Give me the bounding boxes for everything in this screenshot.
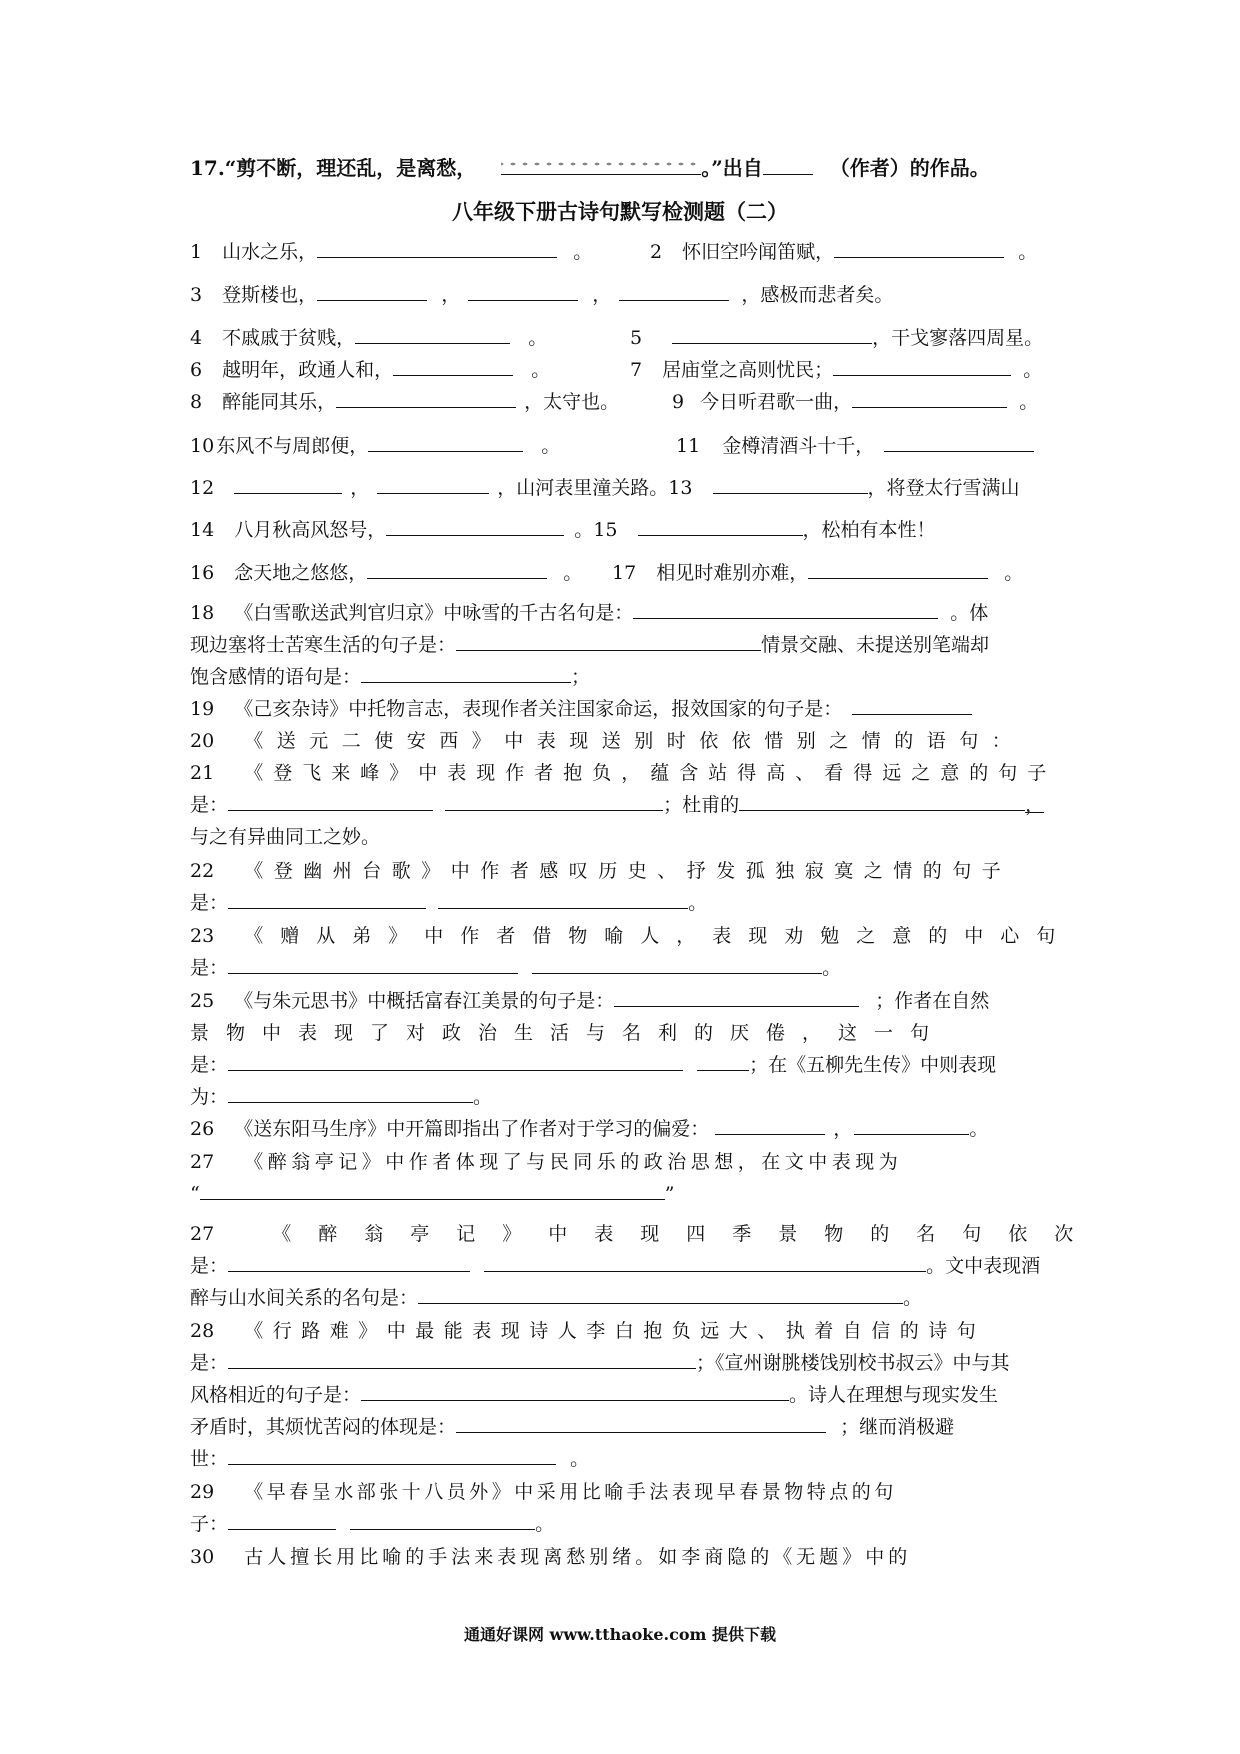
answer-blank[interactable] [228, 1053, 683, 1071]
question-text: 醉与山水间关系的名句是： [190, 1287, 419, 1309]
question-text: 。 [528, 327, 548, 349]
question-text: ， [1025, 794, 1045, 816]
answer-blank[interactable] [350, 1512, 535, 1530]
answer-blank[interactable] [834, 240, 1004, 258]
question-text: 山水之乐， [222, 241, 318, 263]
question-29 [190, 1480, 1050, 1504]
question-18-line2 [190, 633, 1050, 657]
question-text: 是： [190, 794, 229, 816]
question-text: 风格相近的句子是： [190, 1384, 362, 1406]
answer-blank[interactable] [228, 1512, 336, 1530]
question-text: 金樽清酒斗十千， [722, 435, 875, 457]
question-text: 《己亥杂诗》中托物言志，表现作者关注国家命运，报效国家的句子是： [234, 698, 843, 720]
question-number: 17 [612, 562, 637, 584]
question-number: 19 [190, 698, 215, 720]
question-text: 。 [1004, 562, 1024, 584]
question-text: 八月秋高风怒号， [234, 519, 387, 541]
question-23-line2 [190, 956, 1050, 980]
question-number: 14 [190, 519, 215, 541]
answer-blank[interactable] [393, 358, 513, 376]
answer-blank[interactable] [438, 891, 688, 909]
question-number: 22 [190, 860, 215, 882]
answer-blank[interactable] [228, 1447, 556, 1465]
question-number: 8 [190, 391, 203, 413]
answer-blank[interactable] [200, 1182, 665, 1200]
question-text: ；在《五柳先生传》中则表现 [749, 1054, 997, 1076]
answer-blank[interactable] [852, 390, 1007, 408]
question-18 [190, 601, 1050, 625]
question-21-line3 [190, 825, 1050, 849]
header-question [190, 156, 1050, 180]
question-row [190, 283, 1050, 307]
question-number: 25 [190, 990, 215, 1012]
question-text: 是： [190, 957, 229, 979]
question-text: 。文中表现酒 [926, 1255, 1041, 1277]
answer-blank[interactable] [715, 1117, 825, 1135]
answer-blank[interactable] [854, 1117, 969, 1135]
question-30 [190, 1545, 1050, 1569]
answer-blank[interactable] [672, 326, 872, 344]
question-number: 18 [190, 602, 215, 624]
question-number: 30 [190, 1546, 215, 1568]
answer-blank[interactable] [532, 956, 822, 974]
question-text: ；作者在自然 [875, 990, 990, 1012]
question-text: ， [350, 477, 370, 499]
question-number: 5 [630, 327, 643, 349]
answer-blank[interactable] [228, 891, 426, 909]
question-text: ，将登太行雪满山 [867, 477, 1020, 499]
answer-blank[interactable] [368, 434, 523, 452]
question-row [612, 561, 1052, 585]
answer-blank[interactable] [619, 283, 729, 301]
answer-blank[interactable] [361, 1383, 789, 1401]
answer-blank[interactable] [228, 793, 433, 811]
question-number: 2 [650, 241, 663, 263]
question-number: 15 [593, 519, 618, 541]
answer-blank[interactable] [697, 1053, 749, 1071]
question-number: 1 [190, 241, 203, 263]
question-20 [190, 729, 1050, 753]
question-number: 17. [190, 156, 225, 180]
question-text: ；《宣州谢朓楼饯别校书叔云》中与其 [696, 1352, 1010, 1374]
answer-blank[interactable] [228, 1085, 473, 1103]
question-text: 。”出自 [701, 156, 763, 180]
question-text: 《送元二使安西》中表现送别时依依惜别之情的语句： [244, 730, 1025, 752]
answer-blank[interactable] [418, 1286, 903, 1304]
question-text: 怀旧空吟闻笛赋， [682, 241, 835, 263]
question-number: 29 [190, 1481, 215, 1503]
question-text: 。 [570, 1448, 590, 1470]
answer-blank[interactable] [355, 326, 510, 344]
answer-blank[interactable] [713, 476, 868, 494]
question-text: ，干戈寥落四周星。 [872, 327, 1044, 349]
answer-blank[interactable] [377, 476, 489, 494]
question-number: 4 [190, 327, 203, 349]
question-number: 26 [190, 1118, 215, 1140]
page-footer: 通通好课网 www.tthaoke.com 提供下载 [463, 1625, 777, 1644]
question-text: 。 [563, 562, 583, 584]
question-text: 东风不与周郎便， [216, 435, 369, 457]
question-25-line4 [190, 1085, 1050, 1109]
question-text: ， [592, 284, 612, 306]
question-text: 。 [473, 1086, 493, 1108]
answer-blank[interactable] [456, 633, 761, 651]
question-text: 登斯楼也， [222, 284, 318, 306]
question-text: ， [833, 1118, 853, 1140]
answer-blank[interactable] [808, 561, 988, 579]
question-text: 越明年，政通人和， [222, 359, 394, 381]
answer-blank[interactable] [833, 358, 1011, 376]
question-text: 。 [531, 359, 551, 381]
question-number: 7 [630, 359, 643, 381]
question-text: 。 [574, 519, 594, 541]
answer-blank[interactable] [367, 561, 547, 579]
question-text: 《登飞来峰》中表现作者抱负，蕴含站得高、看得远之意的句子 [244, 762, 1057, 784]
question-27b-line2 [190, 1254, 1050, 1278]
question-25-line2 [190, 1021, 1050, 1045]
question-27a-line2 [190, 1182, 1050, 1206]
question-18-line3 [190, 665, 1050, 689]
question-text: 是： [190, 1255, 229, 1277]
question-text: 古人擅长用比喻的手法来表现离愁别绪。如李商隐的《无题》中的 [244, 1546, 912, 1568]
answer-blank[interactable] [614, 989, 859, 1007]
answer-blank[interactable] [456, 1415, 826, 1433]
answer-blank[interactable] [317, 283, 427, 301]
question-text: 。 [1018, 241, 1038, 263]
question-text: 。 [541, 435, 561, 457]
question-text: ” [664, 1183, 675, 1205]
question-text: 为： [190, 1086, 229, 1108]
question-number: 20 [190, 730, 215, 752]
answer-blank[interactable] [228, 1351, 696, 1369]
answer-blank[interactable] [852, 697, 972, 715]
question-text: ，感极而悲者矣。 [741, 284, 894, 306]
question-text: 《白雪歌送武判官归京》中咏雪的千古名句是： [234, 602, 634, 624]
question-text: 是： [190, 1054, 229, 1076]
question-text: 是： [190, 892, 229, 914]
question-row [630, 326, 1050, 350]
question-text: 《与朱元思书》中概括富春江美景的句子是： [234, 990, 615, 1012]
answer-blank[interactable] [633, 601, 938, 619]
answer-blank[interactable] [361, 665, 571, 683]
question-28-line3 [190, 1383, 1050, 1407]
question-text: 饱含感情的语句是： [190, 666, 362, 688]
question-28-line4 [190, 1415, 1050, 1439]
question-27b-line3 [190, 1286, 1050, 1310]
question-text: ； [571, 666, 591, 688]
question-28-line2 [190, 1351, 1050, 1375]
question-row [676, 434, 1052, 458]
question-21 [190, 761, 1057, 785]
answer-blank[interactable] [228, 956, 518, 974]
question-text: 。 [903, 1287, 923, 1309]
question-text: 。 [1023, 359, 1043, 381]
question-text: 是： [190, 1352, 229, 1374]
question-text: 《醉翁亭记》中表现四季景物的名句依次 [272, 1223, 1101, 1245]
question-27b [190, 1222, 1101, 1246]
question-number: 10 [190, 435, 215, 457]
question-text: 醉能同其乐， [222, 391, 337, 413]
answer-blank[interactable] [317, 240, 557, 258]
question-22 [190, 859, 1050, 883]
question-text: 景物中表现了对政治生活与名利的厌倦，这一句 [190, 1022, 947, 1044]
answer-blank[interactable] [484, 1254, 926, 1272]
answer-blank[interactable] [228, 1254, 470, 1272]
question-text: 世： [190, 1448, 229, 1470]
question-27a [190, 1150, 1050, 1174]
author-blank[interactable] [763, 157, 813, 175]
answer-blank[interactable] [739, 793, 1025, 811]
question-row [630, 358, 1050, 382]
question-text: 现边塞将士苦寒生活的句子是： [190, 634, 457, 656]
question-text: 。 [573, 241, 593, 263]
question-text: 。诗人在理想与现实发生 [789, 1384, 999, 1406]
question-28-line5 [190, 1447, 1050, 1471]
question-19 [190, 697, 1050, 721]
question-row [190, 518, 1050, 542]
answer-blank[interactable] [884, 434, 1034, 452]
question-text: “剪不断，理还乱，是离愁， [224, 156, 477, 180]
question-number: 28 [190, 1320, 215, 1342]
answer-blank[interactable] [336, 390, 516, 408]
question-text: 不戚戚于贫贱， [222, 327, 356, 349]
question-text: 《赠从弟》中作者借物喻人，表现劝勉之意的中心句 [244, 925, 1073, 947]
question-29-line2 [190, 1512, 1050, 1536]
question-26 [190, 1117, 1050, 1141]
question-number: 3 [190, 284, 203, 306]
question-text: 《早春呈水部张十八员外》中采用比喻手法表现早春景物特点的句 [244, 1481, 897, 1503]
question-number: 6 [190, 359, 203, 381]
question-text: ， [441, 284, 461, 306]
question-text: ，松柏有本性！ [802, 519, 936, 541]
question-number: 27 [190, 1151, 215, 1173]
answer-blank[interactable] [445, 793, 663, 811]
question-text: “ [190, 1183, 200, 1205]
question-number: 21 [190, 762, 215, 784]
question-text: 。体 [950, 602, 989, 624]
question-row [672, 390, 1052, 414]
question-number: 23 [190, 925, 215, 947]
question-text: 与之有异曲同工之妙。 [190, 826, 381, 848]
question-text: 。 [822, 957, 842, 979]
question-text: 居庙堂之高则忧民； [662, 359, 834, 381]
question-text: 。 [969, 1118, 989, 1140]
question-25-line3 [190, 1053, 1050, 1077]
question-text: 今日听君歌一曲， [700, 391, 853, 413]
question-text: ，山河表里潼关路。 [497, 477, 669, 499]
question-number: 12 [190, 477, 215, 499]
question-text: ；杜甫的 [663, 794, 740, 816]
question-text: 。 [1019, 391, 1039, 413]
answer-blank[interactable] [468, 283, 578, 301]
question-28 [190, 1319, 1050, 1343]
question-text: 《登幽州台歌》中作者感叹历史、抒发孤独寂寞之情的句子 [244, 860, 1012, 882]
question-text: 子： [190, 1513, 229, 1535]
question-22-line2 [190, 891, 1050, 915]
question-23 [190, 924, 1073, 948]
answer-blank[interactable] [234, 476, 342, 494]
question-text: ，太守也。 [524, 391, 620, 413]
question-text: 矛盾时，其烦忧苦闷的体现是： [190, 1416, 457, 1438]
question-text: 。 [688, 892, 708, 914]
question-text: 相见时难别亦难， [656, 562, 809, 584]
question-number: 27 [190, 1223, 215, 1245]
question-text: ；继而消极避 [840, 1416, 955, 1438]
question-text: 念天地之悠悠， [234, 562, 368, 584]
question-25 [190, 989, 1050, 1013]
question-number: 16 [190, 562, 215, 584]
question-text: 《行路难》中最能表现诗人李白抱负远大、执着自信的诗句 [244, 1320, 986, 1342]
question-21-line2 [190, 793, 1050, 817]
question-text: 《送东阳马生序》中开篇即指出了作者对于学习的偏爱： [234, 1118, 710, 1140]
answer-blank[interactable] [501, 157, 701, 175]
question-text: （作者）的作品。 [829, 156, 990, 180]
question-number: 11 [676, 435, 701, 457]
question-text: 《醉翁亭记》中作者体现了与民同乐的政治思想，在文中表现为 [244, 1151, 903, 1173]
page-title: 八年级下册古诗句默写检测题（二） [452, 199, 788, 224]
answer-blank[interactable] [638, 518, 803, 536]
question-text: 情景交融、未提送别笔端却 [761, 634, 990, 656]
question-number: 13 [668, 477, 693, 499]
question-row [650, 240, 1050, 264]
question-text: 。 [535, 1513, 555, 1535]
question-row [190, 476, 1050, 500]
answer-blank[interactable] [386, 518, 564, 536]
question-number: 9 [672, 391, 685, 413]
